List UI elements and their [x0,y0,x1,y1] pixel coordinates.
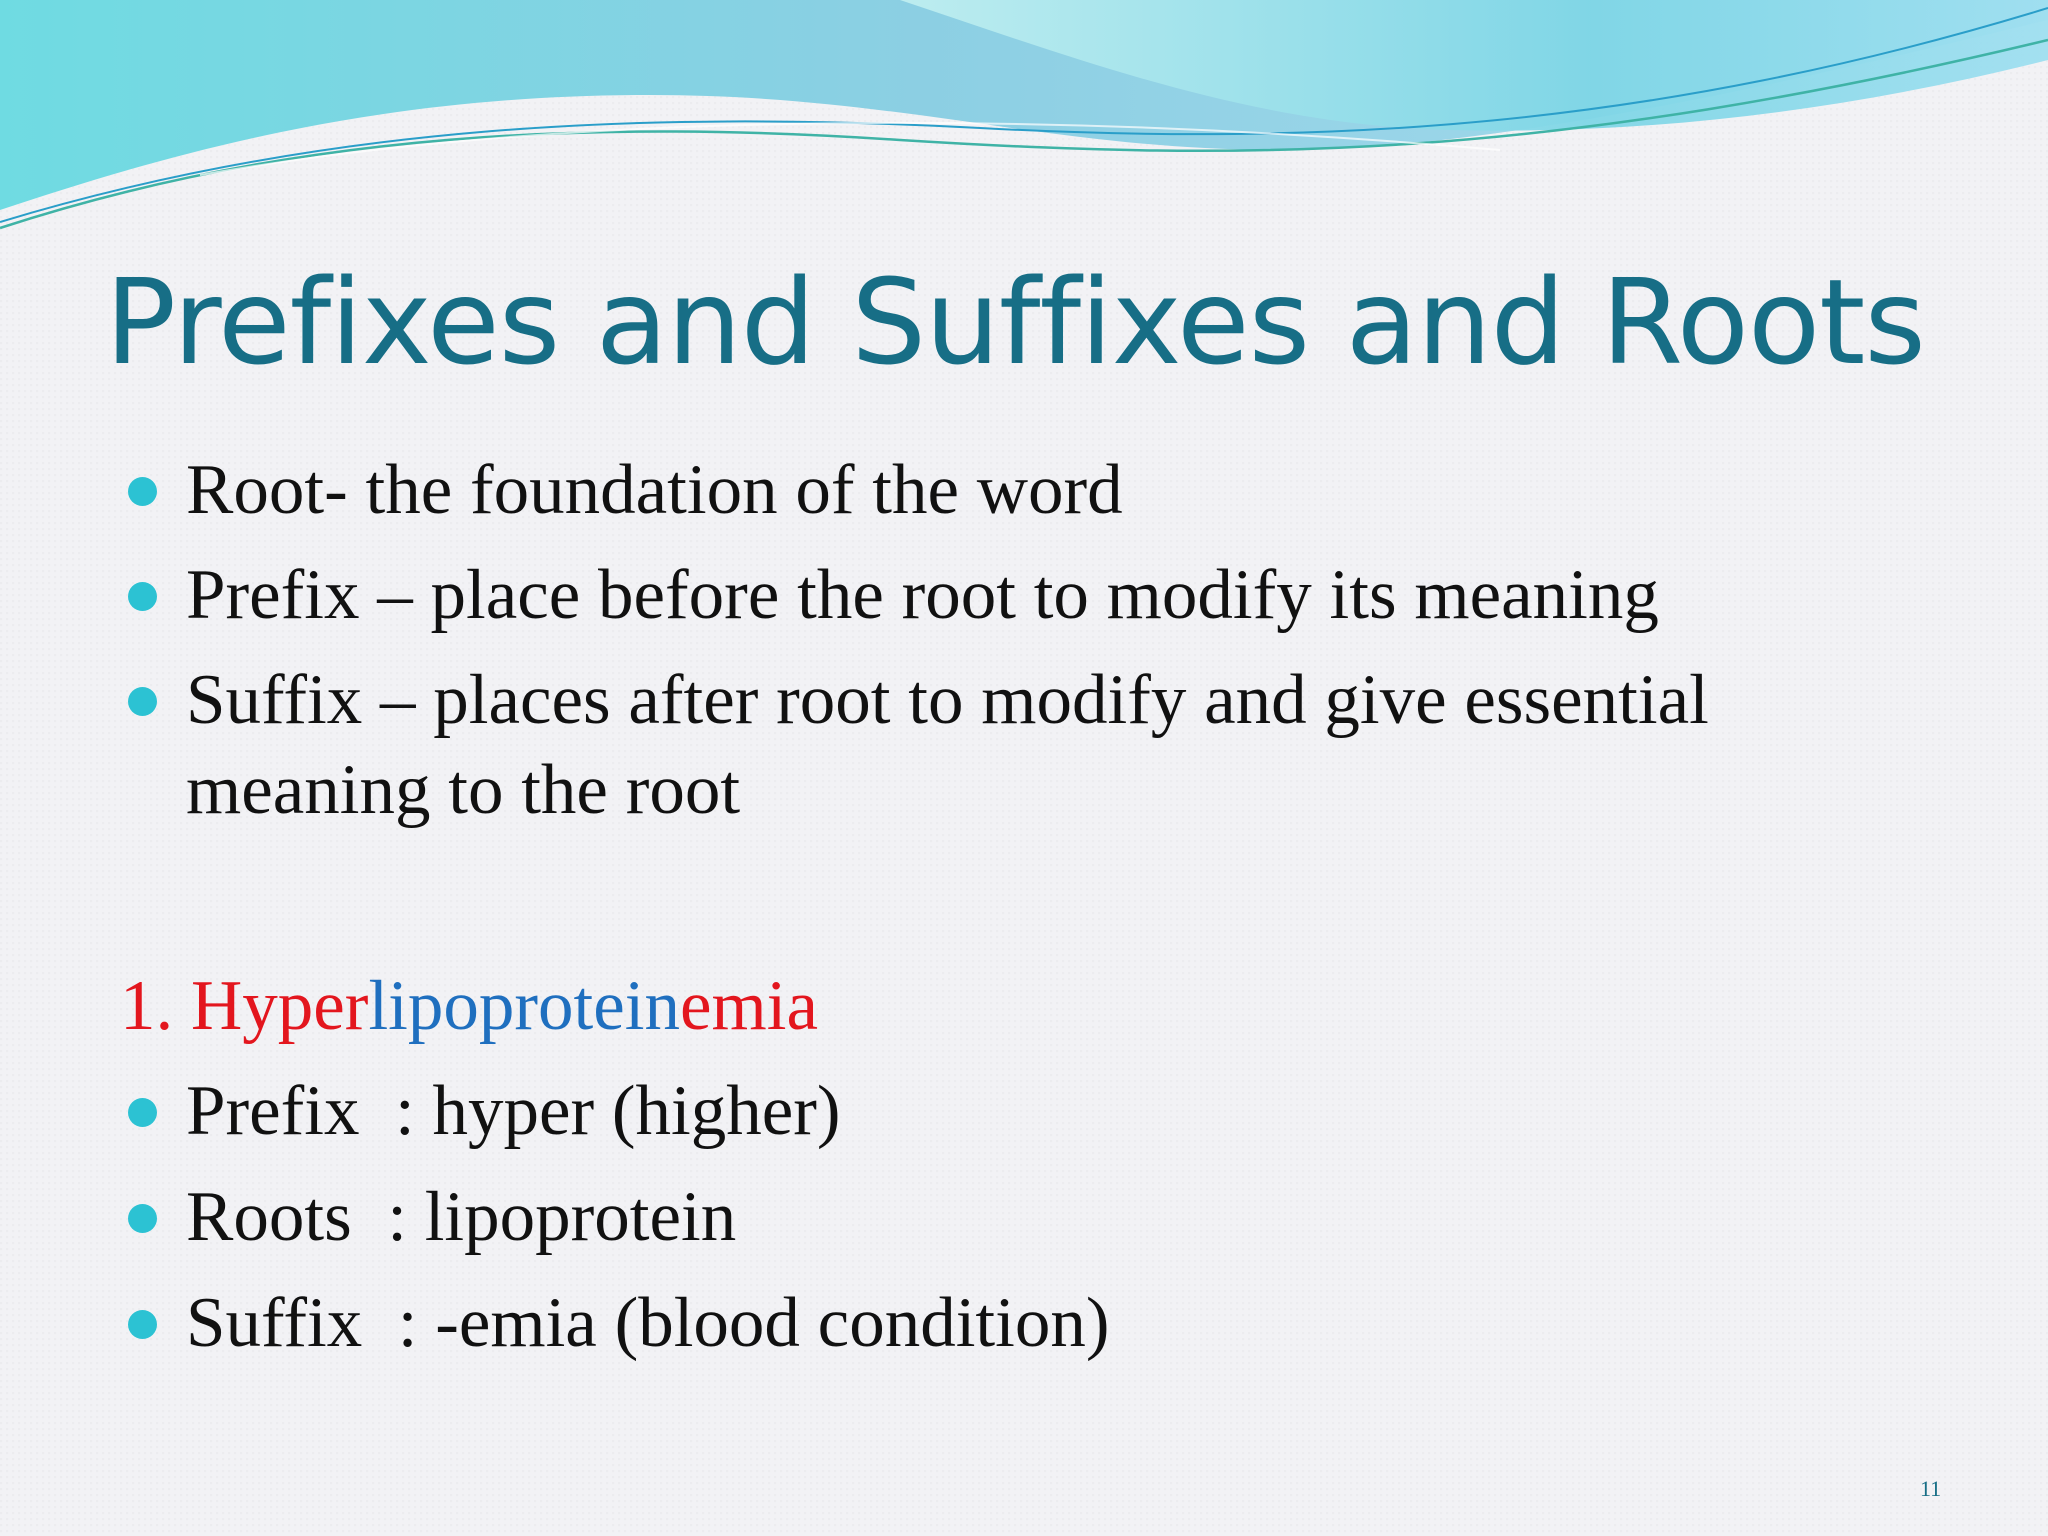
list-item [128,1278,1928,1368]
list-item [128,655,1928,835]
list-item [128,550,1928,640]
bullet-dot-icon [128,1098,157,1127]
bullet-dot-icon [128,687,157,716]
bullet-dot-icon [128,1204,157,1233]
example-number: 1. [120,967,191,1045]
list-item [128,445,1928,535]
list-item [128,1066,1928,1156]
bullet-text: Root- the foundation of the word [186,451,1123,529]
example-root: lipoprotein [368,967,680,1045]
bullet-text: Suffix – places after root to modify and give essential meaning to the root [186,661,1709,829]
example-prefix: Hyper [191,967,369,1045]
wave-banner [0,0,2048,240]
slide-title: Prefixes and Suffixes and Roots [105,253,1925,391]
page-number: 11 [1920,1476,1942,1501]
list-item [128,1172,1928,1262]
bullet-text: Suffix : -emia (blood condition) [186,1284,1110,1362]
bullet-text: Prefix – place before the root to modify its meaning [186,556,1659,634]
bullet-dot-icon [128,582,157,611]
bullet-dot-icon [128,477,157,506]
bullet-text: Roots : lipoprotein [186,1178,737,1256]
example-word [120,961,818,1051]
bullet-text: Prefix : hyper (higher) [186,1072,841,1150]
bullet-dot-icon [128,1310,157,1339]
example-suffix: emia [680,967,818,1045]
